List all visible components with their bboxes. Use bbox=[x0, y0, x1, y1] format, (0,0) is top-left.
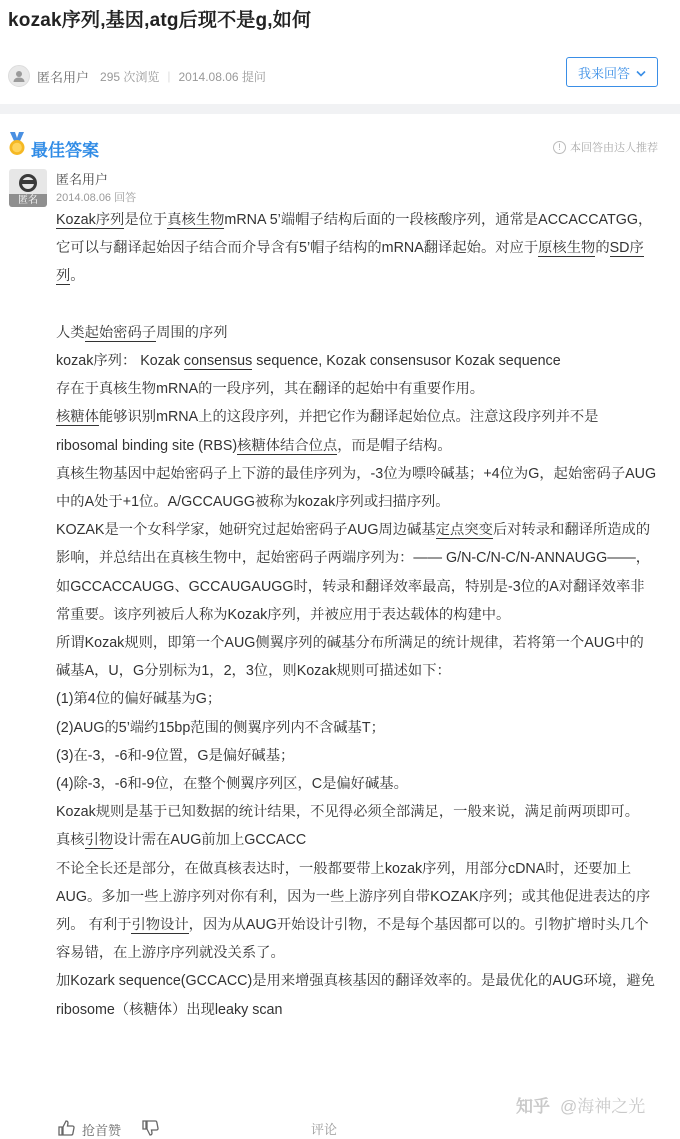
best-answer-header bbox=[0, 114, 680, 160]
rule-item-1: (1)第4位的偏好碱基为G； bbox=[56, 691, 222, 708]
asker-name[interactable]: 匿名用户 bbox=[37, 69, 90, 85]
answer-date: 2014.08.06 回答 bbox=[56, 192, 137, 204]
text: KOZAK是一个女科学家，她研究过起始密码子AUG周边碱基 bbox=[56, 522, 436, 539]
info-icon: ! bbox=[553, 141, 566, 154]
paragraph-kozak-scientist bbox=[56, 516, 658, 629]
thumbs-down-icon[interactable] bbox=[142, 1120, 160, 1139]
heading-primer-design bbox=[56, 826, 658, 854]
text: 设计需在AUG前加上GCCACC bbox=[113, 832, 307, 849]
paragraph-kozak-names bbox=[56, 347, 658, 375]
best-answer-label: 最佳答案 bbox=[31, 141, 99, 160]
heading-human-sequence bbox=[56, 319, 658, 347]
text: 真核 bbox=[56, 832, 85, 849]
rule-item-2: (2)AUG的5’端约15bp范围的侧翼序列内不含碱基T； bbox=[56, 719, 385, 736]
section-divider bbox=[0, 104, 680, 114]
link-ribosome-binding-site[interactable]: 核糖体结合位点 bbox=[237, 437, 338, 454]
ask-date: 2014.08.06 提问 bbox=[178, 69, 266, 84]
text: 的 bbox=[595, 240, 610, 257]
paragraph-primer-advice bbox=[56, 855, 658, 968]
rule-item-3: (3)在-3，-6和-9位置，G是偏好碱基； bbox=[56, 747, 295, 764]
question-meta bbox=[8, 64, 266, 88]
comment-button[interactable]: 评论 bbox=[311, 1122, 338, 1137]
text: 能够识别mRNA上的这段序列，并把它作为翻译起始位点。注意这段序列并不是ribosomal binding site (RBS) bbox=[56, 409, 599, 454]
anonymous-avatar-icon bbox=[9, 169, 47, 207]
text: 。 bbox=[70, 268, 85, 285]
link-start-codon[interactable]: 起始密码子 bbox=[84, 324, 157, 341]
answer-content bbox=[0, 206, 680, 1024]
text: sequence, Kozak consensusor Kozak sequence bbox=[252, 353, 561, 369]
text: 人类 bbox=[56, 324, 85, 341]
text: kozak序列： Kozak bbox=[56, 353, 184, 369]
link-primer[interactable]: 引物 bbox=[84, 832, 114, 849]
text: 不论全长还是部分，在做真核表达时，一般都要带上kozak序列，用部分cDNA时，还要加上AUG。多加一些上游序列对你有利，因为一些上游序列自带KOZAK序列；或其他促进表达的序列。 有利于 bbox=[56, 860, 651, 934]
paragraph-kozak-rule: 所谓Kozak规则，即第一个AUG侧翼序列的碱基分布所满足的统计规律，若将第一个AUG中的碱基A，U，G分别标为1，2，3位，则Kozak规则可描述如下： bbox=[56, 635, 644, 680]
question-header bbox=[0, 0, 680, 104]
answer-button[interactable] bbox=[566, 57, 658, 87]
answerer-info bbox=[0, 156, 680, 206]
view-count: 295 次浏览 bbox=[100, 69, 160, 84]
text: 后对转录和翻译所造成的影响，并总结出在真核生物中，起始密码子两端序列为：—— G/N-C/N-C/N-ANNAUGG——，如GCCACCAUGG、GCCAUGAUGG时，转录和翻译效率最高，特别是-3位的A对翻译效率非常重要。该序列被后人称为Kozak序列，并被应用于表达载体的构建中。 bbox=[56, 522, 651, 623]
link-ribosome[interactable]: 核糖体 bbox=[56, 409, 99, 426]
answer-button-label: 我来回答 bbox=[577, 65, 630, 81]
link-kozak[interactable]: Kozak序列 bbox=[56, 212, 125, 228]
paragraph-ribosome bbox=[56, 403, 658, 459]
link-consensus[interactable]: consensus bbox=[183, 353, 253, 369]
watermark bbox=[516, 1092, 645, 1117]
watermark-author: @海神之光 bbox=[560, 1097, 646, 1116]
link-primer-design[interactable]: 引物设计 bbox=[131, 917, 189, 934]
paragraph-rule-note: Kozak规则是基于已知数据的统计结果，不见得必须全部满足，一般来说，满足前两项即可。 bbox=[56, 804, 640, 821]
rule-item-4: (4)除-3，-6和-9位，在整个侧翼序列区，C是偏好碱基。 bbox=[56, 776, 408, 793]
chevron-down-icon bbox=[636, 65, 646, 80]
paragraph-intro bbox=[56, 206, 658, 291]
paragraph-gccacc: 加Kozark sequence(GCCACC)是用来增强真核基因的翻译效率的。是最优化的AUG环境，避免ribosome（核糖体）出现leaky scan bbox=[56, 973, 655, 1018]
recommend-note bbox=[553, 139, 658, 155]
like-button[interactable] bbox=[58, 1120, 121, 1139]
thumbs-up-icon bbox=[58, 1120, 76, 1139]
watermark-site: 知乎 bbox=[516, 1097, 550, 1116]
text: 是位于 bbox=[124, 212, 168, 228]
meta-divider: | bbox=[167, 69, 171, 83]
link-eukaryote[interactable]: 真核生物 bbox=[167, 212, 225, 228]
recommend-note-text: 本回答由达人推荐 bbox=[570, 142, 658, 154]
text: ，因为从AUG开始设计引物，不是每个基因都可以的。引物扩增时头几个容易错，在上游序序列就没关系了。 bbox=[56, 917, 649, 962]
paragraph-optimal-sequence: 真核生物基因中起始密码子上下游的最佳序列为，-3位为嘌呤碱基；+4位为G，起始密码子AUG中的A处于+1位。A/GCCAUGG被称为kozak序列或扫描序列。 bbox=[56, 465, 657, 511]
text: ，而是帽子结构。 bbox=[337, 437, 452, 454]
question-title: kozak序列,基因,atg后现不是g,如何 bbox=[8, 10, 312, 31]
anonymous-tag: 匿名 bbox=[9, 194, 47, 207]
asker-avatar-icon bbox=[8, 65, 30, 87]
link-sd-sequence[interactable]: SD序列 bbox=[56, 240, 644, 285]
paragraph-exists-in: 存在于真核生物mRNA的一段序列，其在翻译的起始中有重要作用。 bbox=[56, 381, 485, 398]
like-label: 抢首赞 bbox=[82, 1123, 122, 1138]
blank-line bbox=[56, 291, 658, 319]
text: mRNA 5’端帽子结构后面的一段核酸序列，通常是ACCACCATGG，它可以与翻译起始因子结合而介导含有5’帽子结构的mRNA翻译起始。对应于 bbox=[56, 212, 653, 257]
link-prokaryote[interactable]: 原核生物 bbox=[538, 240, 596, 257]
text: 周围的序列 bbox=[156, 324, 228, 341]
link-site-directed-mutagenesis[interactable]: 定点突变 bbox=[435, 522, 493, 539]
answerer-name[interactable]: 匿名用户 bbox=[56, 172, 109, 187]
